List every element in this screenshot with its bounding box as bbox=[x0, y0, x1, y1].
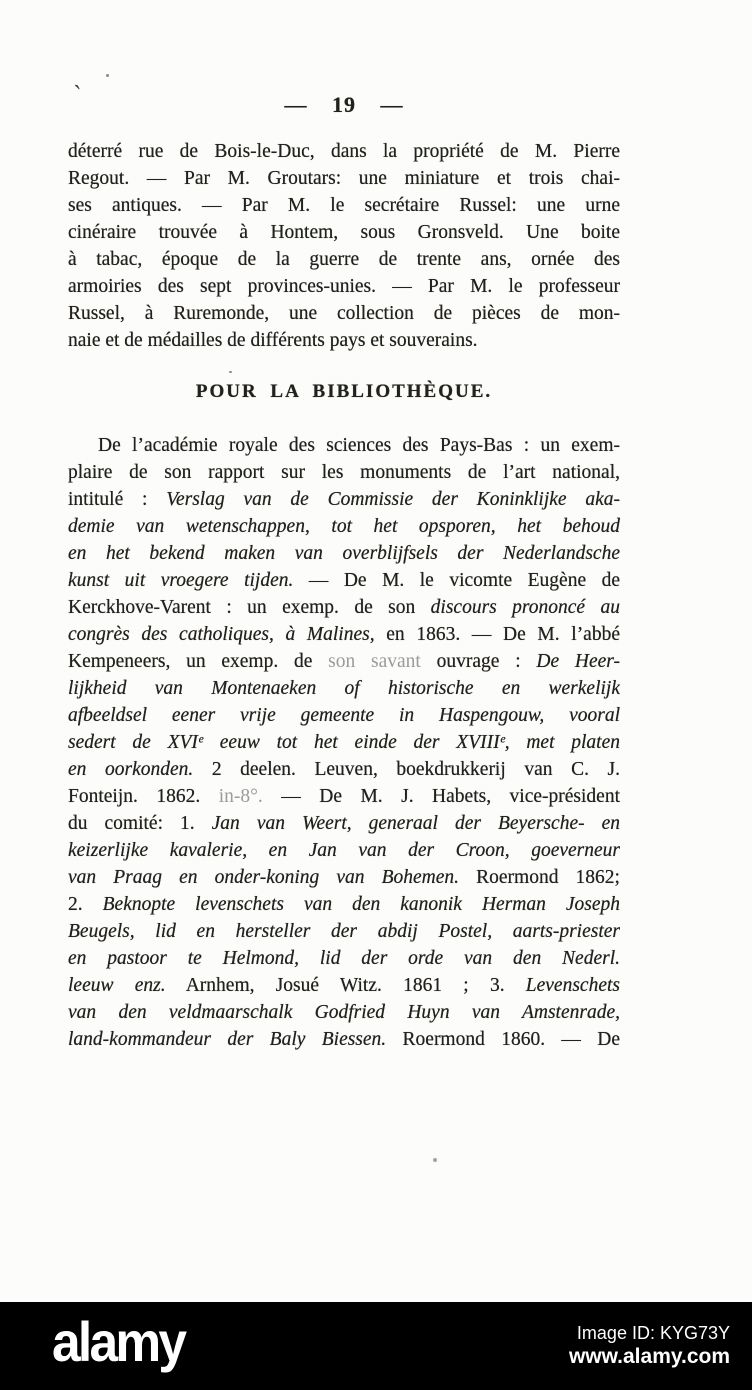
text-line bbox=[68, 594, 620, 621]
text-line bbox=[68, 837, 620, 864]
text-segment: à tabac, époque de la guerre de trente ans, ornée des bbox=[68, 249, 620, 270]
text-line bbox=[68, 219, 620, 246]
scan-stray-mark: ˋ bbox=[70, 79, 83, 110]
text-line bbox=[68, 999, 620, 1026]
text-segment: ses antiques. — Par M. le secrétaire Russel: une urne bbox=[68, 195, 620, 216]
page-number: — 19 — bbox=[284, 92, 404, 117]
alamy-watermark-bar bbox=[0, 1302, 752, 1390]
italic-text-segment: en het bekend maken van overblijfsels der Nederlandsche bbox=[68, 543, 620, 564]
text-line bbox=[68, 327, 620, 354]
text-segment: Kempeneers, un exemp. de bbox=[68, 651, 329, 672]
text-line bbox=[68, 273, 620, 300]
alamy-url: www.alamy.com bbox=[568, 1345, 730, 1368]
italic-text-segment: Levenschets bbox=[525, 975, 620, 996]
text-segment: armoiries des sept provinces-unies. — Par M. le professeur bbox=[68, 276, 620, 297]
section-heading: POUR LA BIBLIOTHÈQUE. bbox=[195, 381, 493, 402]
text-line bbox=[68, 1026, 620, 1053]
italic-text-segment: Beknopte levenschets van den kanonik Herman Joseph bbox=[102, 894, 620, 915]
italic-text-segment: kunst uit vroegere tijden. bbox=[68, 570, 294, 591]
text-segment: Regout. — Par M. Groutars: une miniature et trois chai- bbox=[68, 168, 620, 189]
paragraph-library bbox=[68, 432, 620, 1053]
italic-text-segment: afbeeldsel eener vrije gemeente in Haspengouw, vooral bbox=[68, 705, 620, 726]
scan-speckle bbox=[433, 1158, 437, 1162]
text-line bbox=[68, 891, 620, 918]
italic-text-segment: demie van wetenschappen, tot het opsporen, het behoud bbox=[68, 516, 620, 537]
text-line bbox=[68, 675, 620, 702]
text-segment: — De M. le vicomte Eugène de bbox=[293, 570, 620, 591]
italic-text-segment: lijkheid van Montenaeken of historische en werkelijk bbox=[68, 678, 620, 699]
italic-text-segment: sedert de XVIᵉ eeuw tot het einde der XVIIIᵉ, met platen bbox=[68, 732, 620, 753]
text-line bbox=[68, 783, 620, 810]
text-line bbox=[68, 729, 620, 756]
text-line bbox=[68, 756, 620, 783]
italic-text-segment: congrès des catholiques, à Malines, bbox=[68, 624, 375, 645]
italic-text-segment: leeuw enz. bbox=[68, 975, 166, 996]
text-segment: intitulé : bbox=[68, 489, 167, 510]
text-line bbox=[68, 138, 620, 165]
text-line bbox=[68, 540, 620, 567]
scan-speckle bbox=[106, 74, 109, 77]
text-line bbox=[68, 810, 620, 837]
text-line bbox=[68, 702, 620, 729]
text-segment: naie et de médailles de différents pays et souverains. bbox=[68, 330, 478, 351]
text-line bbox=[68, 192, 620, 219]
text-segment: Roermond 1862; bbox=[459, 867, 620, 888]
italic-text-segment: van den veldmaarschalk Godfried Huyn van Amstenrade, bbox=[68, 1002, 620, 1023]
text-line bbox=[68, 300, 620, 327]
text-line bbox=[68, 945, 620, 972]
text-segment: Arnhem, Josué Witz. 1861 ; 3. bbox=[165, 975, 526, 996]
italic-text-segment: Beugels, lid en hersteller der abdij Postel, aarts-priester bbox=[68, 921, 620, 942]
text-line bbox=[68, 648, 620, 675]
text-segment: in-8°. bbox=[218, 786, 263, 807]
text-segment: Roermond 1860. — De bbox=[386, 1029, 620, 1050]
text-segment: — De M. J. Habets, vice-président bbox=[262, 786, 620, 807]
italic-text-segment: keizerlijke kavalerie, en Jan van der Croon, goeverneur bbox=[68, 840, 620, 861]
text-segment: De l’académie royale des sciences des Pays-Bas : un exem- bbox=[98, 435, 620, 456]
text-segment: Russel, à Ruremonde, une collection de pièces de mon- bbox=[68, 303, 620, 324]
italic-text-segment: en pastoor te Helmond, lid der orde van den Nederl. bbox=[68, 948, 620, 969]
text-line bbox=[68, 972, 620, 999]
text-line bbox=[68, 513, 620, 540]
text-segment: ouvrage : bbox=[436, 651, 537, 672]
italic-text-segment: land-kommandeur der Baly Biessen. bbox=[68, 1029, 387, 1050]
watermark-meta bbox=[569, 1322, 730, 1370]
text-line bbox=[68, 459, 620, 486]
text-segment: du comité: 1. bbox=[68, 813, 212, 834]
text-line bbox=[68, 165, 620, 192]
text-line bbox=[68, 567, 620, 594]
text-line bbox=[68, 621, 620, 648]
italic-text-segment: discours prononcé au bbox=[430, 597, 620, 618]
italic-text-segment: Verslag van de Commissie der Koninklijke aka- bbox=[166, 489, 620, 510]
image-id-label: Image ID: KYG73Y bbox=[576, 1323, 730, 1343]
text-line bbox=[68, 864, 620, 891]
paragraph-donations bbox=[68, 138, 620, 354]
text-segment: cinéraire trouvée à Hontem, sous Gronsveld. Une boite bbox=[68, 222, 620, 243]
italic-text-segment: Jan van Weert, generaal der Beyersche- en bbox=[211, 813, 620, 834]
text-segment: déterré rue de Bois-le-Duc, dans la propriété de M. Pierre bbox=[68, 141, 620, 162]
text-line bbox=[68, 246, 620, 273]
text-segment: Fonteijn. 1862. bbox=[68, 786, 219, 807]
alamy-logo: alamy bbox=[52, 1310, 185, 1373]
scan-speckle bbox=[229, 371, 232, 373]
text-segment: 2. bbox=[68, 894, 103, 915]
text-line bbox=[68, 486, 620, 513]
italic-text-segment: en oorkonden. bbox=[68, 759, 194, 780]
text-segment: 2 deelen. Leuven, boekdrukkerij van C. J. bbox=[193, 759, 620, 780]
text-segment: en 1863. — De M. l’abbé bbox=[374, 624, 620, 645]
text-line bbox=[68, 432, 620, 459]
text-line bbox=[68, 918, 620, 945]
text-segment: son savant bbox=[328, 651, 437, 672]
text-segment: plaire de son rapport sur les monuments de l’art national, bbox=[68, 462, 620, 483]
italic-text-segment: De Heer- bbox=[536, 651, 620, 672]
italic-text-segment: van Praag en onder-koning van Bohemen. bbox=[68, 867, 460, 888]
text-segment: Kerckhove-Varent : un exemp. de son bbox=[68, 597, 431, 618]
